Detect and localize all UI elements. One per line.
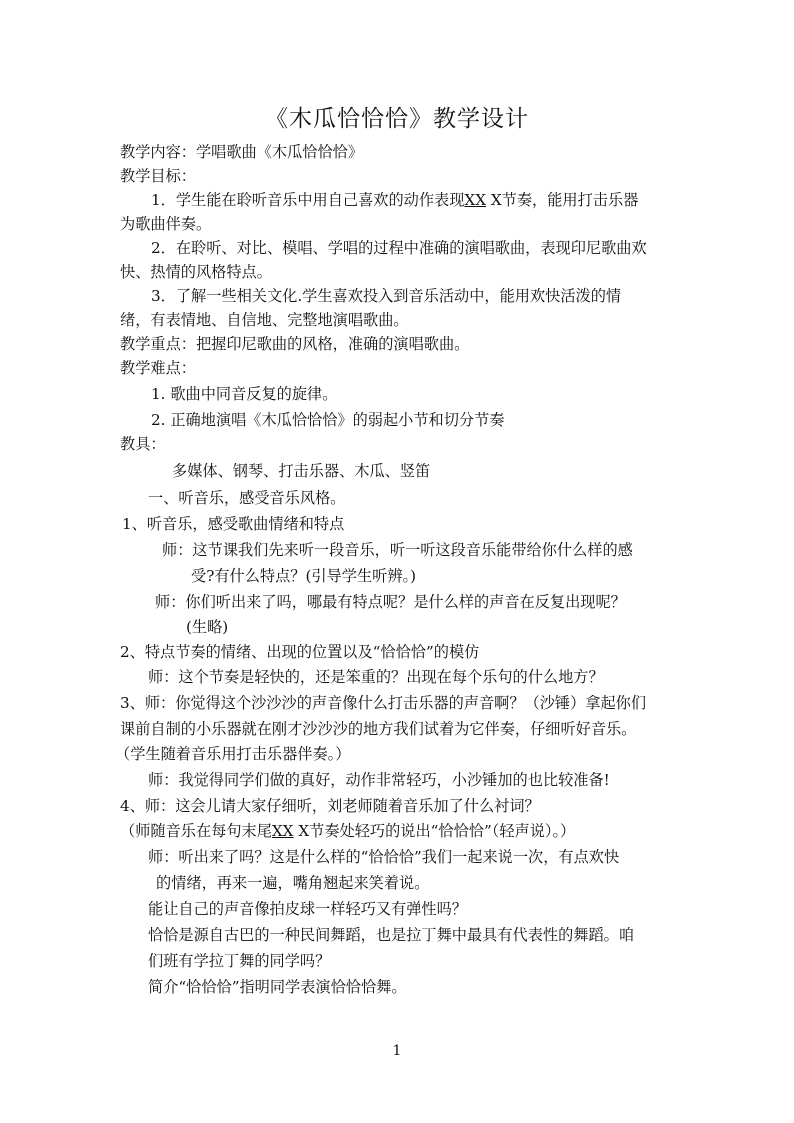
goal-1-text-b: X节奏，能用打击乐器 [486,191,639,209]
difficult-points-heading: 教学难点： [120,359,196,377]
teacher-line-5b: 的情绪，再来一遍，嘴角翘起来笑着说。 [156,874,430,892]
goal-3-line-1: 3．了解一些相关文化.学生喜欢投入到音乐活动中，能用欢快活泼的情 [151,287,622,305]
teacher-line-6: 能让自己的声音像拍皮球一样轻巧又有弹性吗？ [148,900,467,918]
chacha-intro-line-1: 恰恰是源自古巴的一种民间舞蹈，也是拉丁舞中最具有代表性的舞蹈。咱 [148,926,634,944]
section-1-heading: 一、听音乐，感受音乐风格。 [148,489,346,507]
step-4-line-2 [120,821,575,841]
teacher-line-1b: 受?有什么特点？(引导学生听辨。) [191,567,417,585]
step-3-line-1: 3、师：你觉得这个沙沙沙的声音像什么打击乐器的声音啊？（沙锤）拿起你们 [120,694,647,712]
chacha-intro-line-2: 们班有学拉丁舞的同学吗？ [148,952,331,970]
teacher-line-4: 师：我觉得同学们做的真好，动作非常轻巧，小沙锤加的也比较准备! [148,771,610,789]
difficult-point-2: 2. 正确地演唱《木瓜恰恰恰》的弱起小节和切分节奏 [151,411,505,429]
goal-1-line-2: 为歌曲伴奏。 [120,215,212,233]
step-3-line-2: 课前自制的小乐器就在刚才沙沙沙的地方我们试着为它伴奏，仔细听好音乐。 [120,720,637,738]
teacher-line-3: 师：这个节奏是轻快的，还是笨重的？出现在每个乐句的什么地方？ [148,668,604,686]
teacher-line-2: 师：你们听出来了吗，哪最有特点呢？是什么样的声音在反复出现呢？ [155,593,626,611]
difficult-point-1: 1. 歌曲中同音反复的旋律。 [151,385,338,403]
student-answer-1: (生略) [186,618,229,636]
teaching-content: 教学内容：学唱歌曲《木瓜恰恰恰》 [120,143,363,161]
step-4-text-b: X节奏处轻巧的说出“恰恰恰”（轻声说）。） [293,822,576,840]
goal-2-line-1: 2．在聆听、对比、模唱、学唱的过程中准确的演唱歌曲，表现印尼歌曲欢 [151,239,647,257]
goal-1-text-a: 1．学生能在聆听音乐中用自己喜欢的动作表现 [151,191,465,209]
step-1-heading: 1、听音乐，感受歌曲情绪和特点 [122,515,345,533]
rhythm-underline-xx-2: XX [271,822,294,840]
goal-2-line-2: 快、热情的风格特点。 [120,263,272,281]
step-4-heading: 4、师：这会儿请大家仔细听，刘老师随着音乐加了什么衬词？ [120,797,540,815]
goal-3-line-2: 绪，有表情地、自信地、完整地演唱歌曲。 [120,311,409,329]
step-4-text-a: （师随音乐在每句末尾 [120,822,272,840]
document-title: 《木瓜恰恰恰》教学设计 [265,106,529,132]
chacha-performance: 简介“恰恰恰”指明同学表演恰恰恰舞。 [148,978,407,996]
rhythm-underline-xx: XX [464,191,487,209]
page-number: 1 [392,1043,402,1059]
teaching-aids-heading: 教具： [120,435,166,453]
step-3-line-3: （学生随着音乐用打击乐器伴奏。） [115,745,351,763]
step-2-heading: 2、特点节奏的情绪、出现的位置以及“恰恰恰”的模仿 [120,643,480,661]
key-points: 教学重点：把握印尼歌曲的风格，准确的演唱歌曲。 [120,335,470,353]
teaching-aids-list: 多媒体、钢琴、打击乐器、木瓜、竖笛 [172,462,431,480]
teacher-line-1a: 师：这节课我们先来听一段音乐，听一听这段音乐能带给你什么样的感 [162,541,633,559]
teaching-goals-heading: 教学目标： [120,167,196,185]
goal-1-line-1 [151,190,638,210]
teacher-line-5a: 师：听出来了吗？这是什么样的“恰恰恰”我们一起来说一次，有点欢快 [148,848,620,866]
